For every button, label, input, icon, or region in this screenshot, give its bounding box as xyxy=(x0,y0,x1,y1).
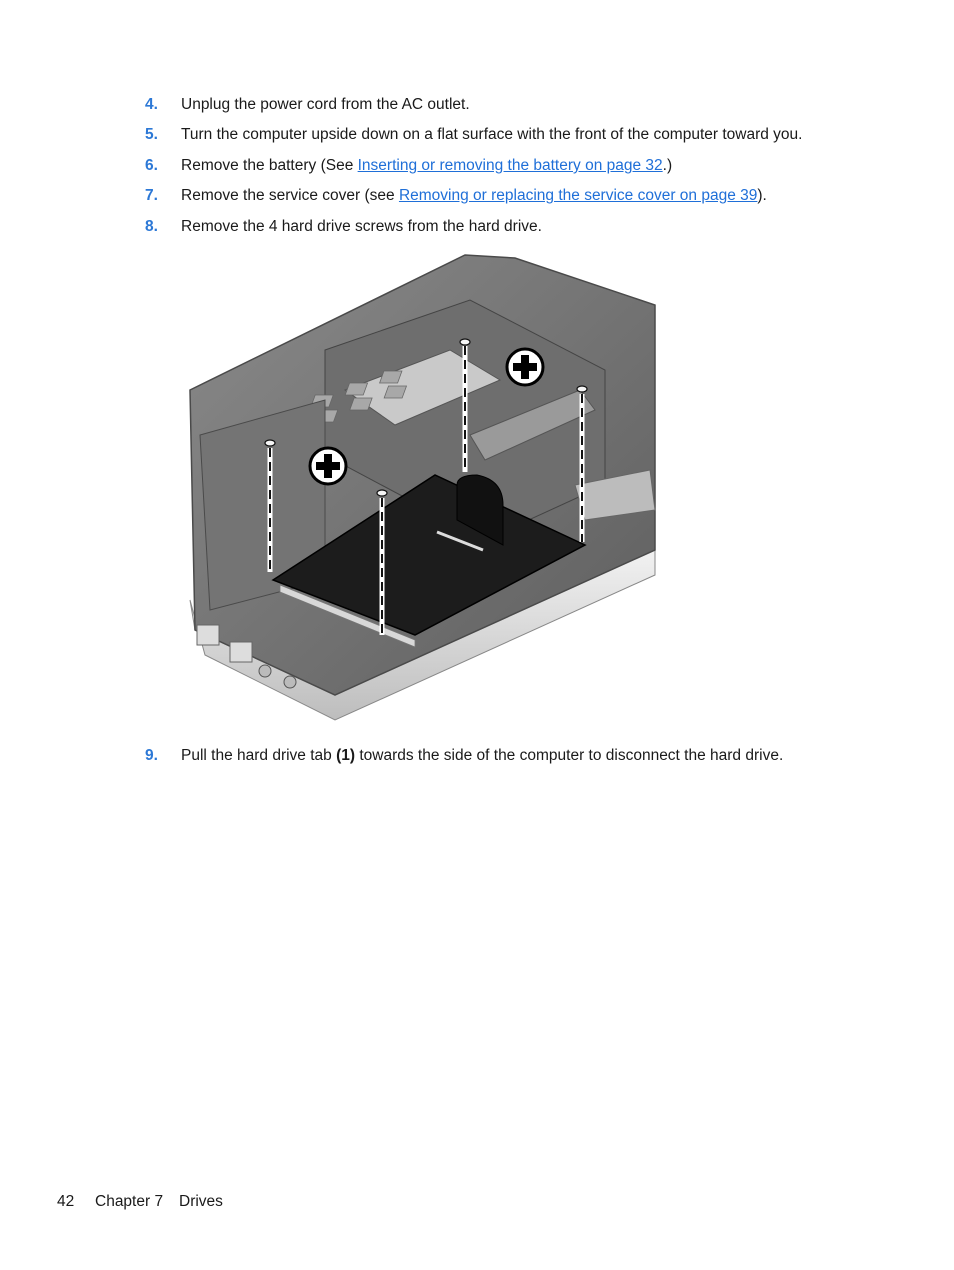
hard-drive-screws-illustration xyxy=(185,250,665,732)
step-number: 7. xyxy=(145,187,158,204)
chapter-label: Chapter 7 xyxy=(95,1193,164,1210)
step-text: Remove the service cover (see Removing or replacing the service cover on page 39). xyxy=(181,187,767,204)
step-text: Pull the hard drive tab (1) towards the side of the computer to disconnect the hard drive. xyxy=(181,747,784,764)
step-number: 9. xyxy=(145,747,158,764)
step-number: 6. xyxy=(145,157,158,174)
step-number: 8. xyxy=(145,218,158,235)
battery-link[interactable]: Inserting or removing the battery on page 32 xyxy=(357,157,663,174)
step-text: Remove the 4 hard drive screws from the hard drive. xyxy=(181,218,542,235)
step-number: 5. xyxy=(145,126,158,143)
service-cover-link[interactable]: Removing or replacing the service cover on page 39 xyxy=(398,187,758,204)
step-text: Turn the computer upside down on a flat surface with the front of the computer toward you. xyxy=(181,126,803,143)
section-label: Drives xyxy=(179,1193,223,1210)
step-number: 4. xyxy=(145,96,158,113)
page-number: 42 xyxy=(57,1193,75,1210)
callout-label: (1) xyxy=(336,747,356,764)
step-text: Unplug the power cord from the AC outlet. xyxy=(181,96,470,113)
step-text: Remove the battery (See Inserting or removing the battery on page 32.) xyxy=(181,157,673,174)
